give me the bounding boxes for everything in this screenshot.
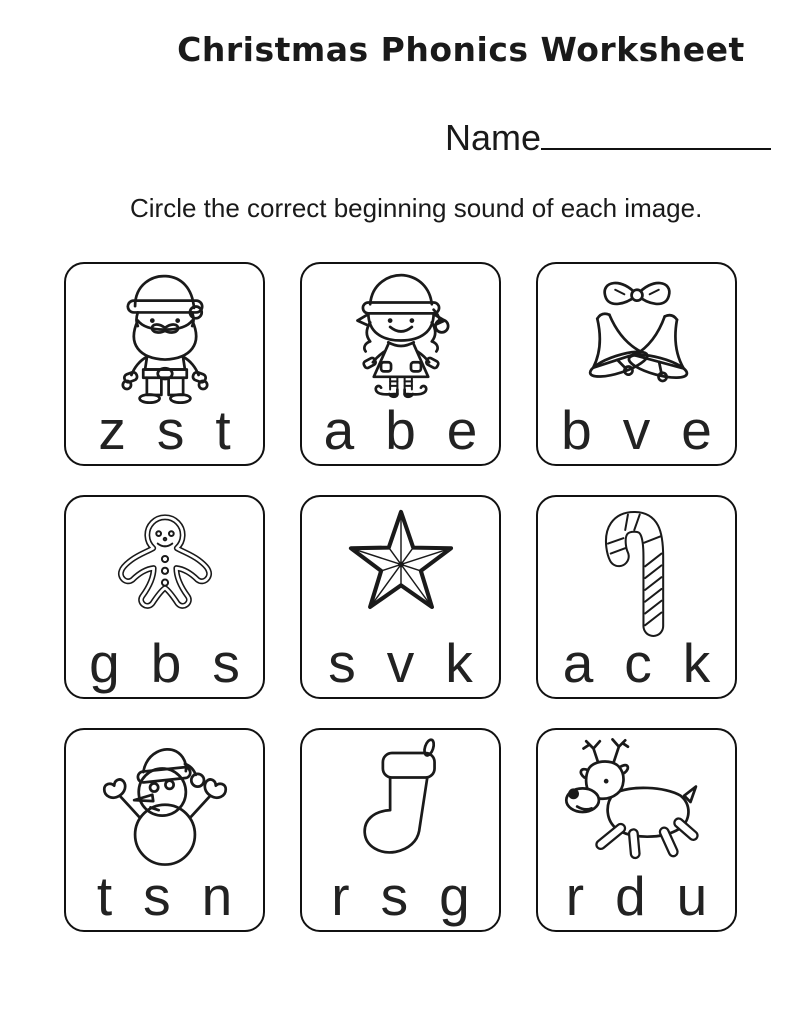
letter-choice[interactable]: s bbox=[156, 398, 185, 461]
letter-choice[interactable]: a bbox=[562, 631, 594, 694]
letter-choice[interactable]: b bbox=[150, 631, 182, 694]
letter-choices bbox=[538, 398, 735, 464]
letter-choices bbox=[66, 398, 263, 464]
card-santa bbox=[64, 262, 265, 466]
phonics-grid bbox=[64, 262, 737, 932]
letter-choices bbox=[66, 864, 263, 930]
letter-choice[interactable]: c bbox=[624, 631, 652, 694]
snowman-icon bbox=[66, 730, 263, 870]
card-snowman bbox=[64, 728, 265, 932]
letter-choice[interactable]: s bbox=[143, 864, 171, 927]
letter-choice[interactable]: n bbox=[201, 864, 233, 927]
letter-choices bbox=[302, 631, 499, 697]
letter-choices bbox=[538, 864, 735, 930]
name-write-in-line[interactable] bbox=[541, 114, 771, 150]
letter-choice[interactable]: b bbox=[561, 398, 592, 461]
reindeer-icon bbox=[538, 730, 735, 870]
letter-choice[interactable]: d bbox=[615, 864, 646, 927]
candy-cane-icon bbox=[538, 497, 735, 637]
letter-choice[interactable]: e bbox=[681, 398, 712, 461]
letter-choice[interactable]: k bbox=[682, 631, 711, 694]
letter-choice[interactable]: s bbox=[328, 631, 356, 694]
letter-choices bbox=[538, 631, 735, 697]
letter-choice[interactable]: e bbox=[446, 398, 478, 461]
letter-choice[interactable]: t bbox=[215, 398, 231, 461]
letter-choice[interactable]: s bbox=[212, 631, 240, 694]
card-star bbox=[300, 495, 501, 699]
elf-icon bbox=[302, 264, 499, 404]
letter-choice[interactable]: t bbox=[96, 864, 113, 927]
letter-choice[interactable]: u bbox=[676, 864, 708, 927]
card-elf bbox=[300, 262, 501, 466]
letter-choice[interactable]: v bbox=[622, 398, 651, 461]
instruction-text: Circle the correct beginning sound of each image. bbox=[130, 193, 703, 223]
letter-choice[interactable]: b bbox=[385, 398, 416, 461]
card-reindeer bbox=[536, 728, 737, 932]
santa-icon bbox=[66, 264, 263, 404]
name-label: Name bbox=[445, 117, 542, 158]
card-candy-cane bbox=[536, 495, 737, 699]
name-row bbox=[445, 114, 771, 159]
letter-choice[interactable]: r bbox=[565, 864, 585, 927]
bells-icon bbox=[538, 264, 735, 404]
letter-choices bbox=[302, 864, 499, 930]
stocking-icon bbox=[302, 730, 499, 870]
card-gingerbread bbox=[64, 495, 265, 699]
letter-choice[interactable]: a bbox=[323, 398, 355, 461]
letter-choice[interactable]: g bbox=[89, 631, 120, 694]
card-stocking bbox=[300, 728, 501, 932]
letter-choices bbox=[66, 631, 263, 697]
letter-choice[interactable]: r bbox=[331, 864, 350, 927]
letter-choice[interactable]: v bbox=[386, 631, 415, 694]
card-bells bbox=[536, 262, 737, 466]
page-title: Christmas Phonics Worksheet bbox=[177, 30, 745, 69]
gingerbread-icon bbox=[66, 497, 263, 637]
letter-choice[interactable]: z bbox=[98, 398, 126, 461]
letter-choice[interactable]: g bbox=[439, 864, 470, 927]
letter-choice[interactable]: s bbox=[380, 864, 409, 927]
letter-choices bbox=[302, 398, 499, 464]
star-icon bbox=[302, 497, 499, 637]
letter-choice[interactable]: k bbox=[445, 631, 473, 694]
